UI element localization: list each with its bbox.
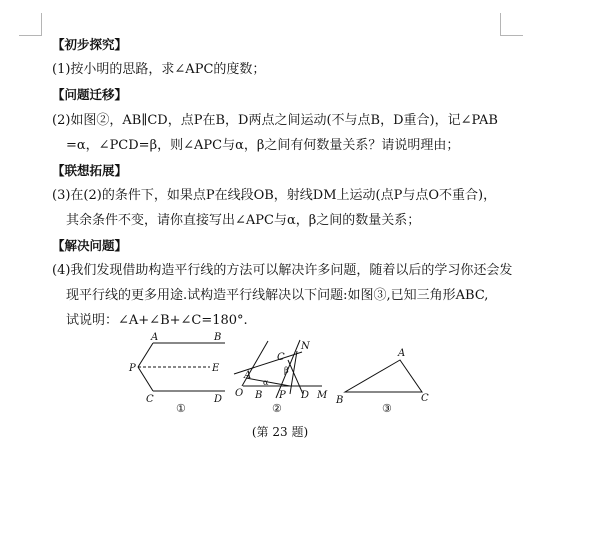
fig2-line-CP <box>290 351 297 394</box>
fig2-label-B: B <box>255 390 263 401</box>
fig2-label-A: A <box>244 370 252 381</box>
fig3-triangle-ABC <box>345 360 422 392</box>
fig2-label-alpha: α <box>263 378 269 387</box>
question-4-line-3: 试说明：∠A+∠B+∠C=180°. <box>66 313 248 328</box>
fig1-line-AP <box>138 343 153 367</box>
question-4-line-2: 现平行线的更多用途.试构造平行线解决以下问题:如图③,已知三角形ABC, <box>66 288 489 303</box>
fig1-label-B: B <box>214 332 222 343</box>
fig2-label-N: N <box>301 341 310 352</box>
fig2-label-O: O <box>235 388 244 399</box>
fig2-label-C: C <box>277 352 285 363</box>
fig2-label-D: D <box>301 390 310 401</box>
fig1-label-P: P <box>129 363 136 374</box>
heading-problem-transfer: 【问题迁移】 <box>52 87 128 102</box>
question-3-line-1: (3)在(2)的条件下，如果点P在线段OB，射线DM上运动(点P与点O不重合)， <box>52 188 497 203</box>
fig2-label-M: M <box>317 390 328 401</box>
fig3-label-A: A <box>398 348 406 359</box>
fig1-number: ① <box>176 402 186 415</box>
fig2-label-beta: β <box>284 366 289 375</box>
fig1-label-A: A <box>151 332 159 343</box>
fig2-line-CD <box>288 360 303 394</box>
fig3-label-C: C <box>421 393 429 404</box>
fig1-label-E: E <box>212 363 220 374</box>
figure-caption: (第 23 题) <box>251 425 309 439</box>
question-3-line-2: 其余条件不变，请你直接写出∠APC与α，β之间的数量关系； <box>66 213 421 228</box>
fig1-label-D: D <box>214 394 223 405</box>
fig2-label-P: P <box>279 390 286 401</box>
question-2-line-1: (2)如图②，AB∥CD，点P在B，D两点之间运动(不与点B，D重合)，记∠PAB <box>52 113 498 128</box>
heading-initial-exploration: 【初步探究】 <box>52 37 128 52</box>
fig3-number: ③ <box>382 402 392 415</box>
question-2-line-2: =α，∠PCD=β，则∠APC与α，β之间有何数量关系？请说明理由； <box>66 138 460 153</box>
heading-association-extension: 【联想拓展】 <box>52 163 128 178</box>
question-1: (1)按小明的思路，求∠APC的度数； <box>52 62 266 77</box>
fig2-number: ② <box>272 402 282 415</box>
figure-3 <box>345 360 422 392</box>
fig1-label-C: C <box>146 394 154 405</box>
heading-solve-problem: 【解决问题】 <box>52 238 128 253</box>
question-4-line-1: (4)我们发现借助构造平行线的方法可以解决许多问题，随着以后的学习你还会发 <box>52 263 513 278</box>
fig1-line-PC <box>138 367 153 391</box>
fig3-label-B: B <box>336 395 344 406</box>
